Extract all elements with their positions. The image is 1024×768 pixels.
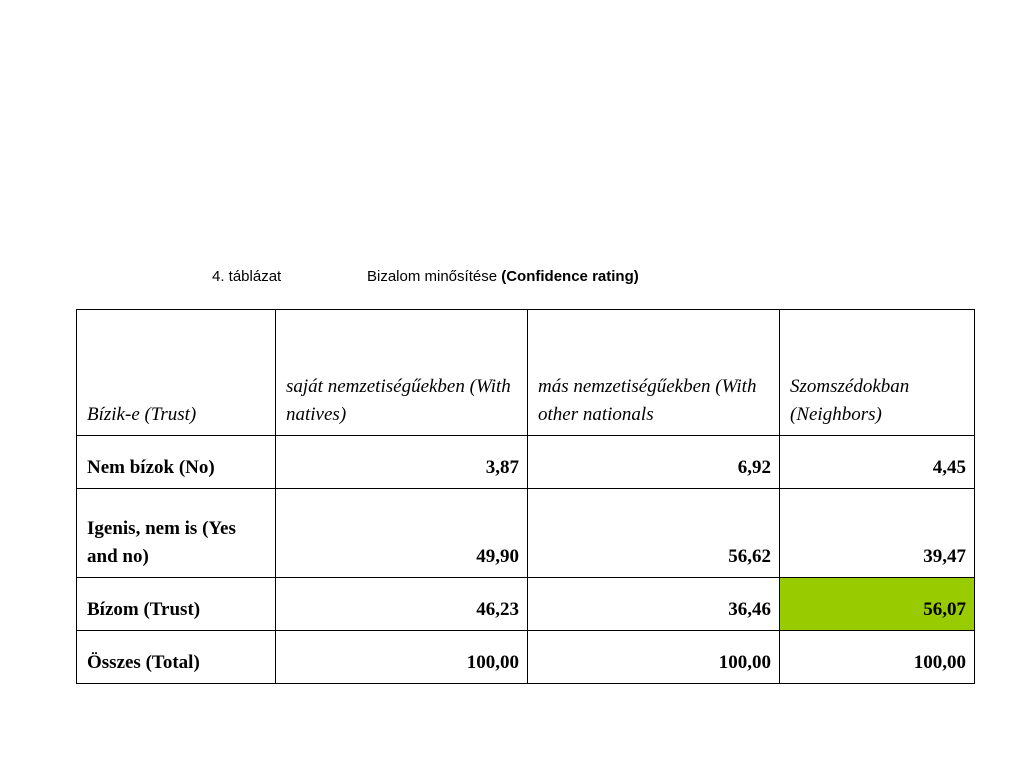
row-label: Nem bízok (No) [77,436,276,489]
cell-value: 100,00 [780,631,975,684]
table-title-hu: Bizalom minősítése [367,268,498,285]
cell-value: 46,23 [276,578,528,631]
table-row-total [77,631,975,684]
cell-value: 6,92 [528,436,780,489]
table-row [77,578,975,631]
cell-value: 4,45 [780,436,975,489]
table-row [77,436,975,489]
cell-value: 100,00 [528,631,780,684]
header-trust: Bízik-e (Trust) [77,310,276,436]
table-number: 4. táblázat [212,268,282,285]
row-label: Összes (Total) [77,631,276,684]
cell-value: 56,62 [528,489,780,578]
table-row [77,489,975,578]
table-title [367,268,639,285]
cell-value: 39,47 [780,489,975,578]
cell-value: 100,00 [276,631,528,684]
row-label: Bízom (Trust) [77,578,276,631]
header-neighbors: Szomszédokban (Neighbors) [780,310,975,436]
row-label: Igenis, nem is (Yes and no) [77,489,276,578]
header-other-nationals: más nemzetiségűekben (With other nationals [528,310,780,436]
confidence-rating-table [76,309,975,684]
highlighted-cell-value: 56,07 [780,578,975,631]
cell-value: 3,87 [276,436,528,489]
header-natives: saját nemzetiségűekben (With natives) [276,310,528,436]
cell-value: 36,46 [528,578,780,631]
cell-value: 49,90 [276,489,528,578]
header-row [77,310,975,436]
table-title-en: (Confidence rating) [501,268,639,285]
